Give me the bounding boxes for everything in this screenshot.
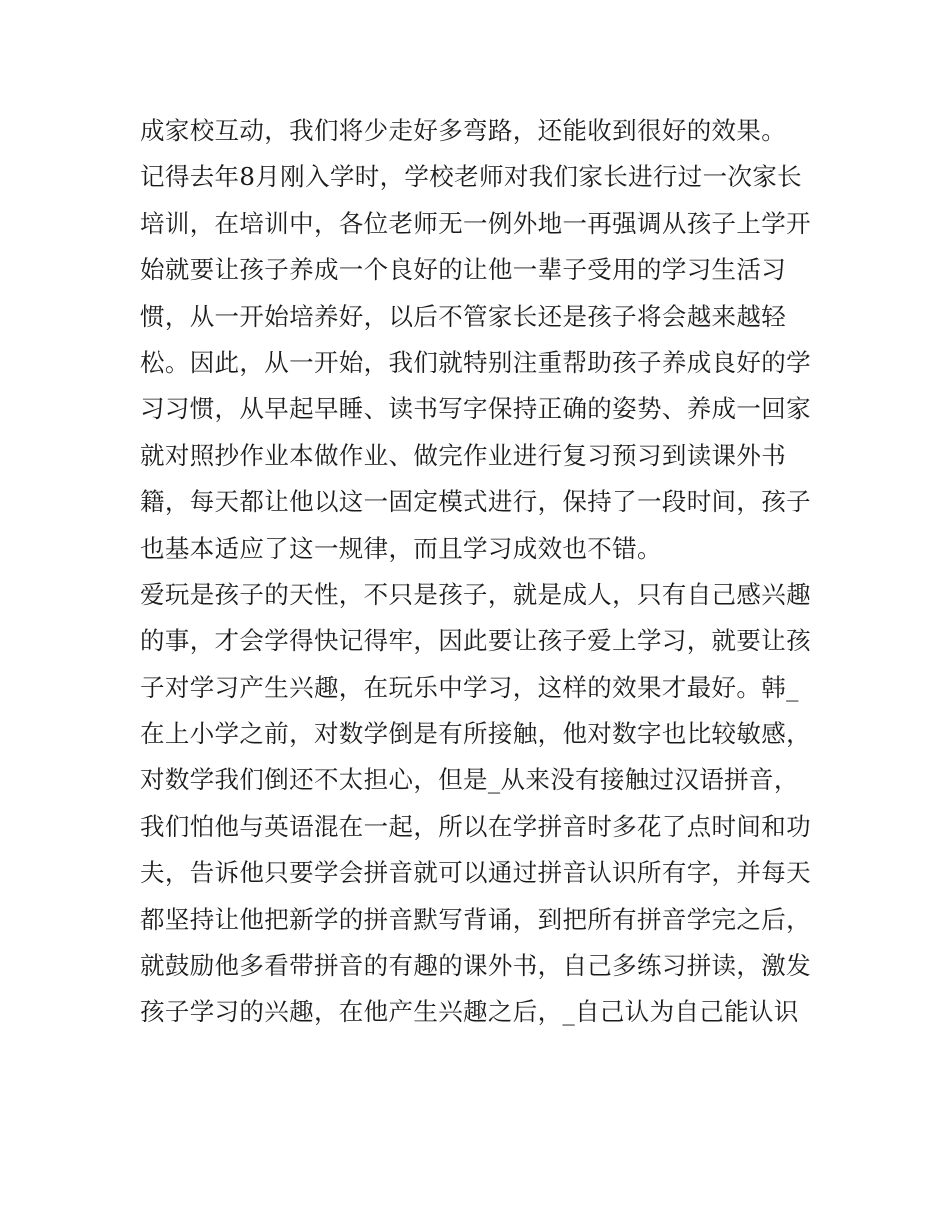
text-line: 的事，才会学得快记得牢，因此要让孩子爱上学习，就要让孩	[140, 626, 811, 656]
text-line: 也基本适应了这一规律，而且学习成效也不错。	[140, 533, 662, 563]
text-line: 就鼓励他多看带拼音的有趣的课外书，自己多练习拼读，激发	[140, 951, 811, 981]
text-line: 在上小学之前，对数学倒是有所接触，他对数字也比较敏感，	[140, 719, 811, 749]
text-line: 成家校互动，我们将少走好多弯路，还能收到很好的效果。	[140, 116, 787, 145]
text-line: 始就要让孩子养成一个良好的让他一辈子受用的学习生活习	[140, 255, 787, 285]
text-line: 我们怕他与英语混在一起，所以在学拼音时多花了点时间和功	[140, 811, 811, 841]
text-line: 对数学我们倒还不太担心，但是_从来没有接触过汉语拼音，	[140, 765, 799, 795]
text-line: 孩子学习的兴趣，在他产生兴趣之后，_自己认为自己能认识	[140, 997, 799, 1027]
text-line: 习习惯，从早起早睡、读书写字保持正确的姿势、养成一回家	[140, 394, 811, 424]
text-line: 都坚持让他把新学的拼音默写背诵，到把所有拼音学完之后，	[140, 904, 811, 934]
text-line: 记得去年8月刚入学时，学校老师对我们家长进行过一次家长	[140, 162, 803, 192]
text-line: 夫，告诉他只要学会拼音就可以通过拼音认识所有字，并每天	[140, 858, 811, 888]
text-line: 松。因此，从一开始，我们就特别注重帮助孩子养成良好的学	[140, 347, 811, 377]
text-line: 惯，从一开始培养好，以后不管家长还是孩子将会越来越轻	[140, 301, 787, 331]
text-line: 培训，在培训中，各位老师无一例外地一再强调从孩子上学开	[140, 208, 811, 238]
text-line: 就对照抄作业本做作业、做完作业进行复习预习到读课外书	[140, 440, 787, 470]
document-text	[140, 108, 820, 1036]
text-line: 籍，每天都让他以这一固定模式进行，保持了一段时间，孩子	[140, 487, 811, 517]
text-line: 爱玩是孩子的天性，不只是孩子，就是成人，只有自己感兴趣	[140, 579, 811, 609]
text-line: 子对学习产生兴趣，在玩乐中学习，这样的效果才最好。韩_	[140, 672, 799, 702]
